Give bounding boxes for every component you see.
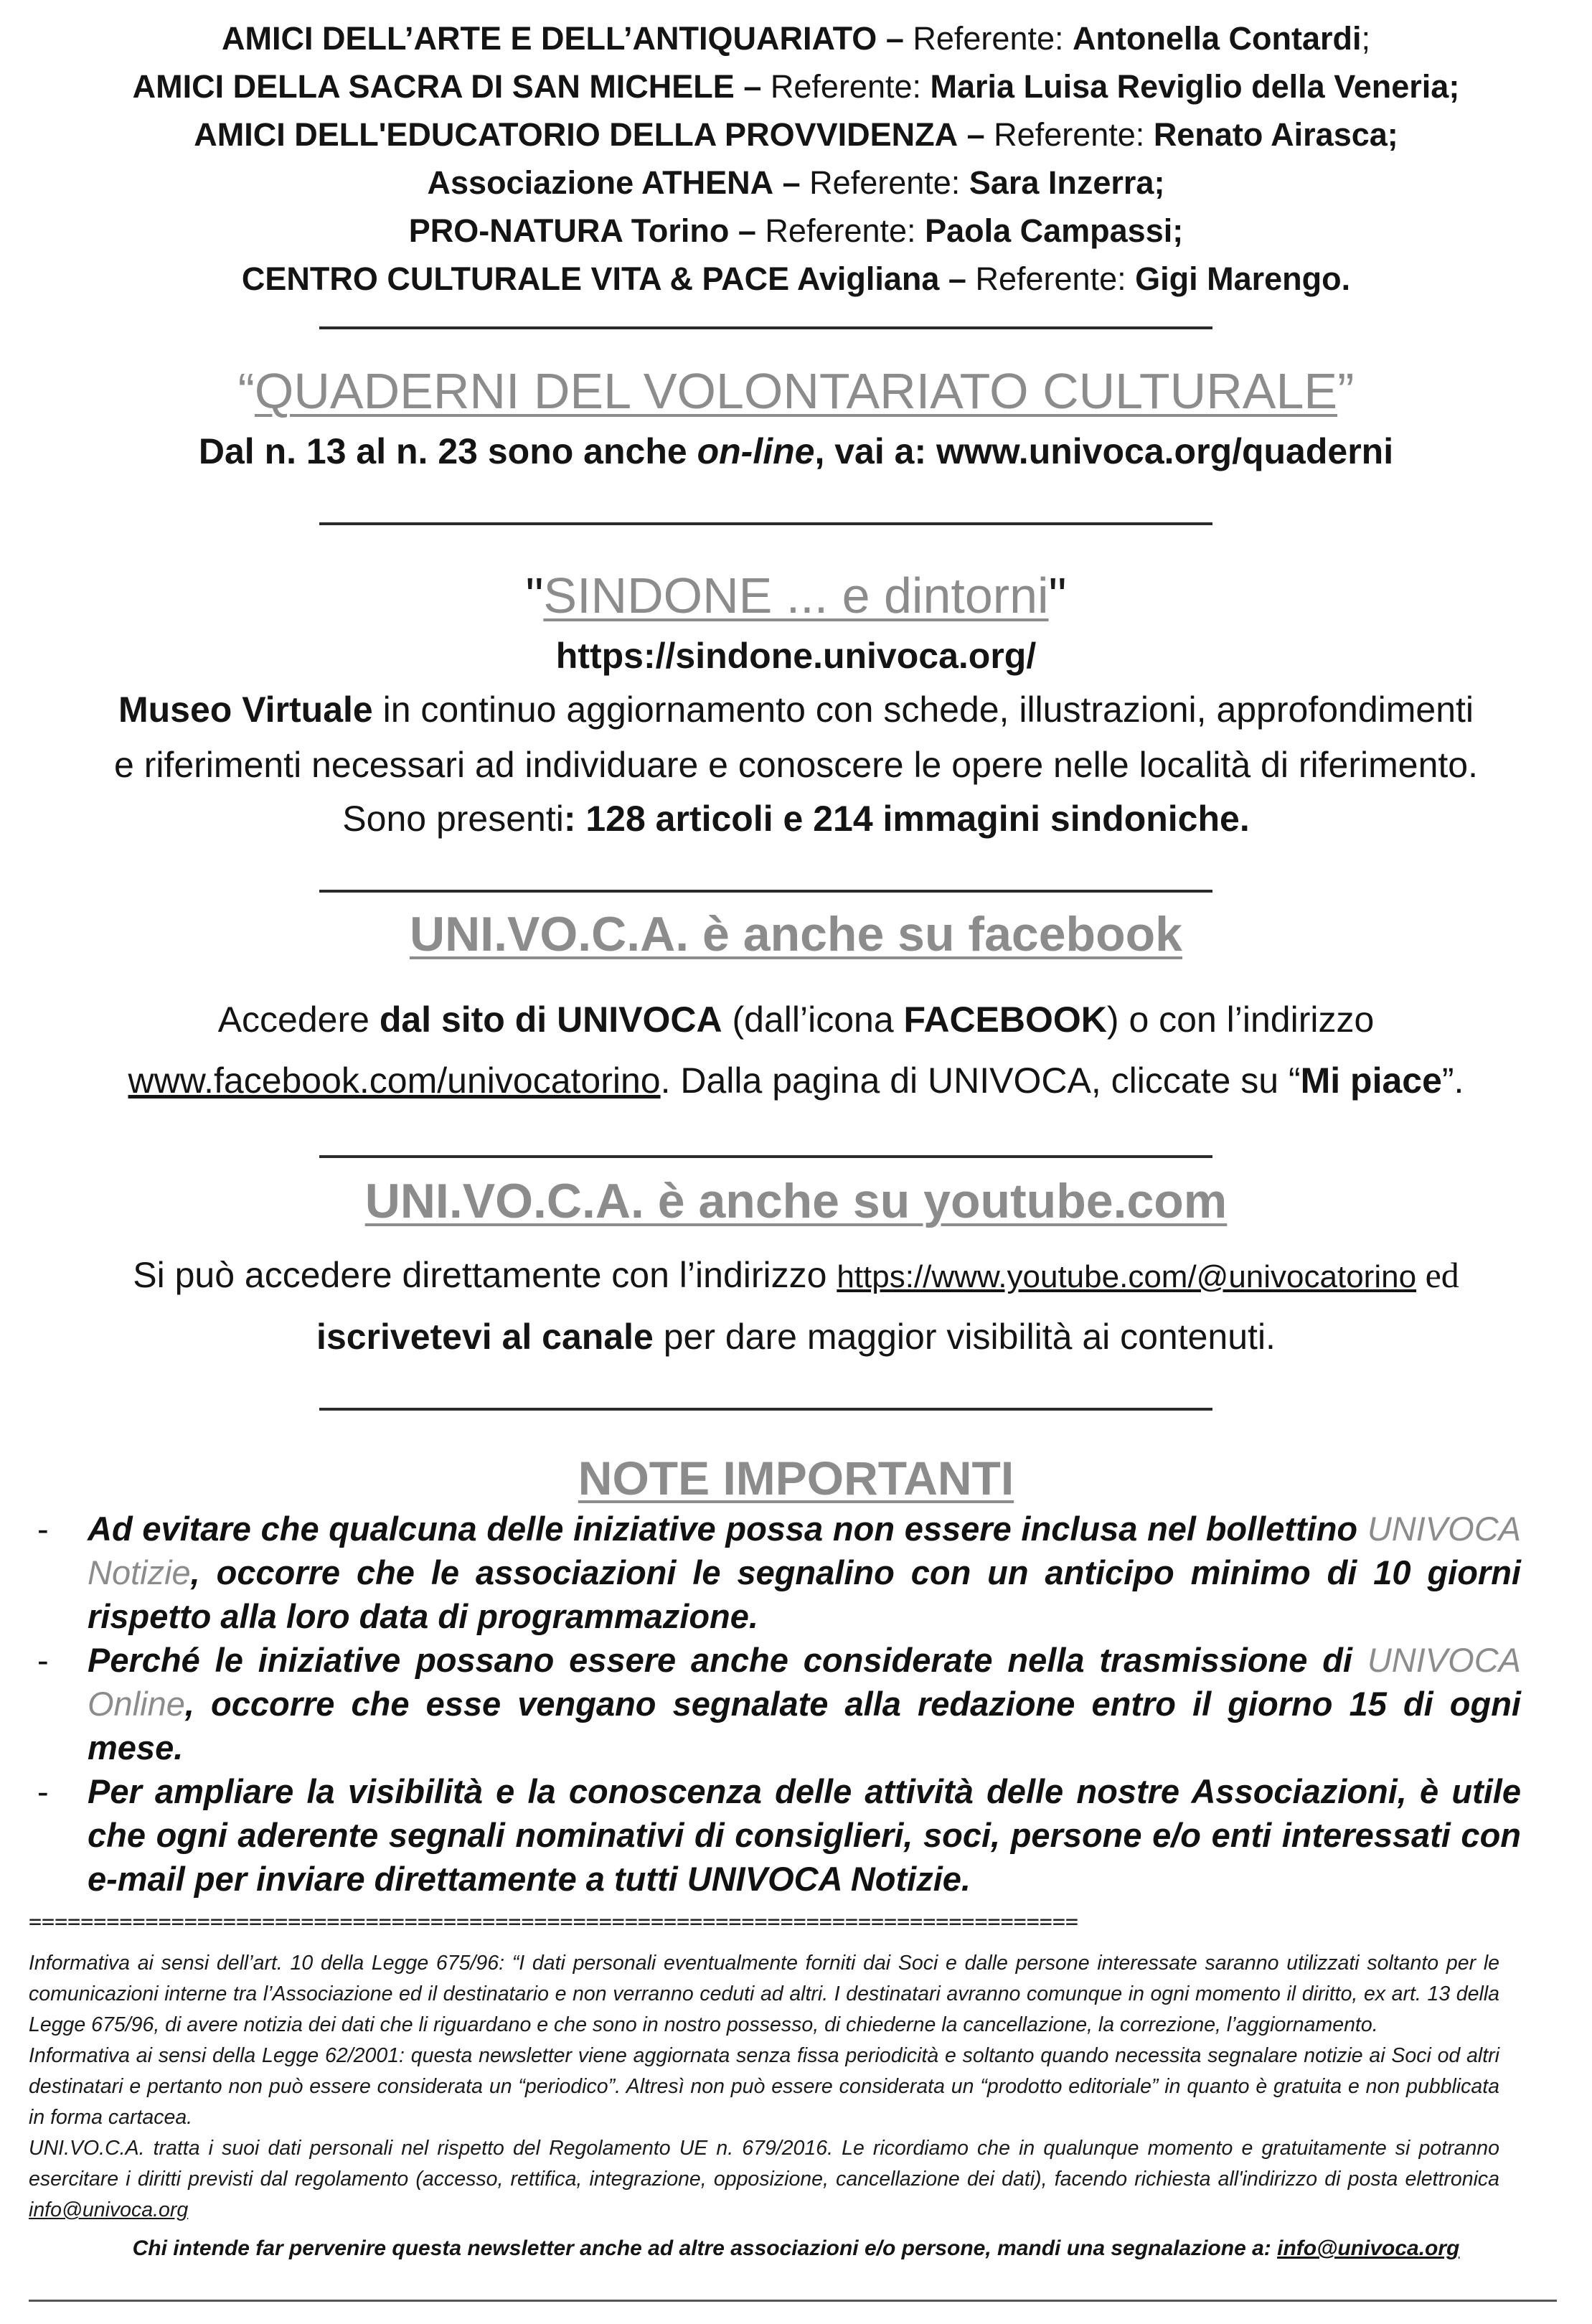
notes-list (29, 1507, 1521, 1901)
closing-email-link[interactable]: info@univoca.org (1277, 2236, 1460, 2260)
quaderni-info: Dal n. 13 al n. 23 sono anche on-line, vai a: www.univoca.org/quaderni (198, 431, 1394, 471)
section-divider (319, 1408, 1212, 1411)
facebook-line: www.facebook.com/univocatorino. Dalla pagina di UNIVOCA, cliccate su “Mi piace”. (128, 1060, 1464, 1101)
youtube-link[interactable]: https://www.youtube.com/@univocatorino (837, 1259, 1417, 1294)
referent-line: CENTRO CULTURALE VITA & PACE Avigliana – Referente: Gigi Marengo. (241, 260, 1351, 297)
legal-paragraph: Informativa ai sensi della Legge 62/2001: questa newsletter viene aggiornata senza fissa periodicità e soltanto quando necessita segnalare notizie ai Soci od altri destinatari e pertanto non può essere considerata un “periodico”. Altresì non può essere considerata un “prodotto editoriale” in quanto è gratuita e non pubblicata in forma cartacea. (29, 2044, 1499, 2129)
sindone-count: Sono presenti: 128 articoli e 214 immagini sindoniche. (342, 799, 1250, 839)
note-item: - Ad evitare che qualcuna delle iniziative possa non essere inclusa nel bollettino UNIVOCA Notizie, occorre che le associazioni le segnalino con un anticipo minimo di 10 giorni rispetto alla loro data di programmazione. (37, 1510, 1521, 1635)
bottom-rule (29, 2300, 1557, 2302)
closing-line: Chi intende far pervenire questa newsletter anche ad altre associazioni e/o persone, mandi una segnalazione a: info@univoca.org (132, 2236, 1460, 2260)
note-item: - Perché le iniziative possano essere anche considerate nella trasmissione di UNIVOCA Online, occorre che esse vengano segnalate alla redazione entro il giorno 15 di ogni mese. (37, 1641, 1521, 1766)
quaderni-link[interactable]: , vai a: www.univoca.org/quaderni (814, 431, 1394, 471)
referent-line: Associazione ATHENA – Referente: Sara Inzerra; (427, 164, 1165, 201)
youtube-line: Si può accedere direttamente con l’indirizzo https://www.youtube.com/@univocatorino ed (133, 1255, 1459, 1295)
referent-line: AMICI DELL’ARTE E DELL’ANTIQUARIATO – Referente: Antonella Contardi; (221, 20, 1371, 57)
youtube-title: UNI.VO.C.A. è anche su youtube.com (364, 1174, 1228, 1228)
section-divider (319, 1155, 1212, 1158)
sindone-url[interactable]: https://sindone.univoca.org/ (555, 636, 1037, 676)
section-divider (319, 890, 1212, 893)
equals-separator: ================================================================================= (29, 1911, 1078, 1934)
referent-line: AMICI DELL'EDUCATORIO DELLA PROVVIDENZA – Referente: Renato Airasca; (194, 116, 1398, 153)
facebook-link[interactable]: www.facebook.com/univocatorino (128, 1060, 661, 1101)
sindone-desc-line: Museo Virtuale in continuo aggiornamento con schede, illustrazioni, approfondimenti (118, 690, 1474, 730)
referents-list (0, 14, 1592, 303)
legal-email-link[interactable]: info@univoca.org (29, 2198, 189, 2221)
referent-line: PRO-NATURA Torino – Referente: Paola Campassi; (408, 212, 1184, 249)
sindone-title: "SINDONE ... e dintorni" (525, 568, 1067, 624)
legal-paragraph: Informativa ai sensi dell’art. 10 della Legge 675/96: “I dati personali eventualmente forniti dai Soci e dalle persone interessate saranno utilizzati soltanto per le comunicazioni interne tra l’Associazione ed il destinatario e non verranno ceduti ad altri. I destinatari avranno comunque in ogni momento il diritto, ex art. 13 della Legge 675/96, di avere notizia dei dati che li riguardano e che sono in nostro possesso, di chiederne la cancellazione, la correzione, l’aggiornamento. (29, 1952, 1499, 2036)
facebook-title: UNI.VO.C.A. è anche su facebook (410, 907, 1182, 961)
referent-line: AMICI DELLA SACRA DI SAN MICHELE – Referente: Maria Luisa Reviglio della Veneria; (132, 68, 1460, 105)
legal-paragraph: UNI.VO.C.A. tratta i suoi dati personali nel rispetto del Regolamento UE n. 679/2016. Le ricordiamo che in qualunque momento e gratuitamente si potranno esercitare i diritti previsti dal regolamento (accesso, rettifica, integrazione, opposizione, cancellazione dei dati), facendo richiesta all'indirizzo di posta elettronica info@univoca.org (29, 2137, 1499, 2221)
quaderni-title: “QUADERNI DEL VOLONTARIATO CULTURALE” (237, 363, 1355, 419)
notes-title: NOTE IMPORTANTI (578, 1452, 1014, 1505)
youtube-line: iscrivetevi al canale per dare maggior visibilità ai contenuti. (316, 1317, 1276, 1357)
sindone-desc-line: e riferimenti necessari ad individuare e conoscere le opere nelle località di riferimento. (114, 745, 1478, 785)
note-item: - Per ampliare la visibilità e la conoscenza delle attività delle nostre Associazioni, è utile che ogni aderente segnali nominativi di consiglieri, soci, persone e/o enti interessati con e-mail per inviare direttamente a tutti UNIVOCA Notizie. (37, 1772, 1521, 1898)
facebook-line: Accedere dal sito di UNIVOCA (dall’icona FACEBOOK) o con l’indirizzo (217, 999, 1375, 1040)
legal-notice (29, 1948, 1499, 2226)
section-divider (319, 326, 1212, 329)
section-divider (319, 522, 1212, 525)
